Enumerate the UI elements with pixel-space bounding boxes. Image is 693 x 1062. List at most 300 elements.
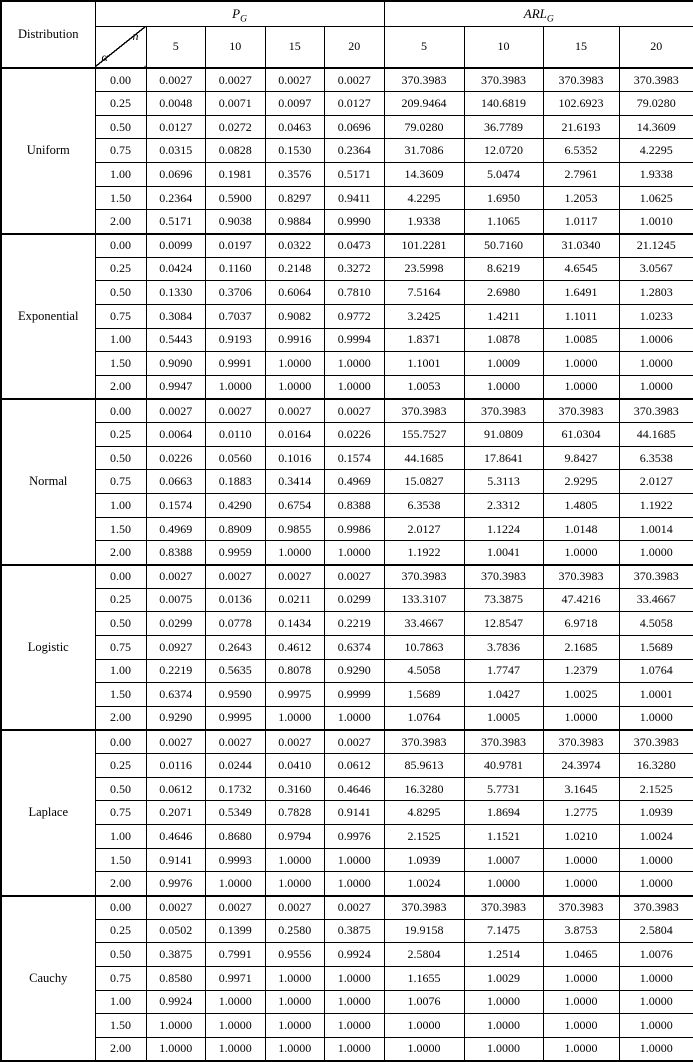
pg-value-cell: 0.3576 [265, 163, 325, 187]
pg-value-cell: 1.0000 [325, 352, 385, 376]
pg-value-cell: 0.0226 [325, 423, 385, 447]
pg-value-cell: 1.0000 [265, 872, 325, 896]
arl-value-cell: 370.3983 [464, 565, 543, 589]
pg-value-cell: 0.0027 [265, 68, 325, 92]
arl-value-cell: 12.0720 [464, 139, 543, 163]
arl-value-cell: 370.3983 [619, 68, 693, 92]
n-header-arl-5: 5 [384, 26, 464, 68]
table-row [1, 848, 693, 872]
pg-value-cell: 0.0696 [146, 163, 206, 187]
alpha-axis-label: α [101, 50, 108, 64]
table-row [1, 635, 693, 659]
pg-value-cell: 1.0000 [146, 1014, 206, 1038]
arl-value-cell: 1.0007 [464, 848, 543, 872]
alpha-value-cell: 0.25 [95, 257, 146, 281]
pg-value-cell: 0.0164 [265, 423, 325, 447]
pg-value-cell: 0.0116 [146, 754, 206, 778]
arl-value-cell: 1.0000 [619, 706, 693, 730]
arl-value-cell: 4.5058 [619, 612, 693, 636]
table-row [1, 588, 693, 612]
pg-value-cell: 0.9976 [325, 825, 385, 849]
pg-value-cell: 0.0027 [146, 896, 206, 920]
arl-value-cell: 3.7836 [464, 635, 543, 659]
arl-value-cell: 1.0427 [464, 683, 543, 707]
distribution-name: Exponential [1, 234, 95, 400]
pg-value-cell: 0.8388 [325, 494, 385, 518]
arl-value-cell: 1.0009 [464, 352, 543, 376]
arl-value-cell: 47.4216 [543, 588, 619, 612]
pg-value-cell: 0.0778 [206, 612, 266, 636]
table-row [1, 234, 693, 258]
pg-value-cell: 1.0000 [325, 990, 385, 1014]
arl-value-cell: 2.3312 [464, 494, 543, 518]
pg-value-cell: 0.0027 [325, 68, 385, 92]
alpha-value-cell: 2.00 [95, 706, 146, 730]
arl-value-cell: 2.5804 [619, 919, 693, 943]
pg-value-cell: 0.0410 [265, 754, 325, 778]
arl-value-cell: 1.0000 [543, 872, 619, 896]
arl-value-cell: 1.0025 [543, 683, 619, 707]
table-row [1, 517, 693, 541]
arl-value-cell: 1.0210 [543, 825, 619, 849]
arl-value-cell: 7.5164 [384, 281, 464, 305]
pg-value-cell: 0.0097 [265, 92, 325, 116]
pg-value-cell: 0.2643 [206, 635, 266, 659]
arl-value-cell: 1.0001 [619, 683, 693, 707]
arl-value-cell: 1.0041 [464, 541, 543, 565]
arl-value-cell: 1.0006 [619, 328, 693, 352]
table-row [1, 754, 693, 778]
pg-value-cell: 0.9193 [206, 328, 266, 352]
arl-value-cell: 1.0010 [619, 210, 693, 234]
pg-value-cell: 0.0071 [206, 92, 266, 116]
n-axis-label: n [132, 28, 139, 43]
arl-value-cell: 1.4805 [543, 494, 619, 518]
pg-value-cell: 1.0000 [265, 706, 325, 730]
alpha-value-cell: 2.00 [95, 541, 146, 565]
arl-value-cell: 6.3538 [384, 494, 464, 518]
pg-value-cell: 0.0027 [206, 399, 266, 423]
pg-value-cell: 1.0000 [206, 1037, 266, 1061]
pg-value-cell: 0.7037 [206, 304, 266, 328]
arl-value-cell: 1.6950 [464, 186, 543, 210]
table-row [1, 399, 693, 423]
pg-value-cell: 0.0027 [265, 565, 325, 589]
pg-value-cell: 1.0000 [146, 1037, 206, 1061]
arl-value-cell: 1.8371 [384, 328, 464, 352]
arl-value-cell: 2.7961 [543, 163, 619, 187]
alpha-value-cell: 0.50 [95, 115, 146, 139]
arl-value-cell: 2.6980 [464, 281, 543, 305]
pg-value-cell: 1.0000 [325, 375, 385, 399]
alpha-value-cell: 0.75 [95, 801, 146, 825]
pg-value-cell: 1.0000 [325, 872, 385, 896]
arl-value-cell: 31.0340 [543, 234, 619, 258]
pg-value-cell: 0.4290 [206, 494, 266, 518]
pg-value-cell: 0.0322 [265, 234, 325, 258]
arl-value-cell: 1.0000 [464, 872, 543, 896]
pg-value-cell: 0.6374 [325, 635, 385, 659]
pg-value-cell: 0.4612 [265, 635, 325, 659]
pg-group-header [95, 1, 384, 26]
pg-value-cell: 0.3272 [325, 257, 385, 281]
alpha-value-cell: 0.00 [95, 234, 146, 258]
pg-value-cell: 0.9999 [325, 683, 385, 707]
pg-value-cell: 0.6374 [146, 683, 206, 707]
alpha-value-cell: 1.50 [95, 848, 146, 872]
distribution-name: Normal [1, 399, 95, 565]
arl-value-cell: 4.2295 [384, 186, 464, 210]
table-row [1, 943, 693, 967]
pg-value-cell: 0.5171 [325, 163, 385, 187]
table-row [1, 706, 693, 730]
pg-value-cell: 0.4646 [325, 777, 385, 801]
distribution-name: Laplace [1, 730, 95, 896]
arl-value-cell: 370.3983 [384, 896, 464, 920]
arl-value-cell: 1.2775 [543, 801, 619, 825]
table-row [1, 659, 693, 683]
n-header-pg-20: 20 [325, 26, 385, 68]
arl-value-cell: 16.3280 [384, 777, 464, 801]
pg-value-cell: 0.0463 [265, 115, 325, 139]
arl-value-cell: 24.3974 [543, 754, 619, 778]
pg-subscript: G [240, 14, 247, 25]
arl-value-cell: 1.0000 [619, 872, 693, 896]
pg-value-cell: 0.0075 [146, 588, 206, 612]
arl-group-header [384, 1, 693, 26]
table-row [1, 470, 693, 494]
pg-value-cell: 1.0000 [265, 541, 325, 565]
pg-value-cell: 0.0612 [325, 754, 385, 778]
arl-value-cell: 1.0000 [543, 541, 619, 565]
alpha-value-cell: 1.00 [95, 990, 146, 1014]
pg-value-cell: 0.9947 [146, 375, 206, 399]
alpha-value-cell: 2.00 [95, 1037, 146, 1061]
arl-value-cell: 1.0000 [464, 375, 543, 399]
pg-value-cell: 0.9556 [265, 943, 325, 967]
n-header-arl-20: 20 [619, 26, 693, 68]
arl-value-cell: 79.0280 [384, 115, 464, 139]
pg-value-cell: 0.0027 [146, 399, 206, 423]
pg-value-cell: 0.6064 [265, 281, 325, 305]
arl-value-cell: 1.0000 [543, 352, 619, 376]
arl-value-cell: 370.3983 [543, 896, 619, 920]
pg-value-cell: 0.0027 [265, 399, 325, 423]
arl-value-cell: 370.3983 [619, 896, 693, 920]
arl-value-cell: 1.0000 [464, 1014, 543, 1038]
arl-value-cell: 91.0809 [464, 423, 543, 447]
table-row [1, 423, 693, 447]
pg-value-cell: 0.3706 [206, 281, 266, 305]
table-row [1, 896, 693, 920]
arl-value-cell: 2.9295 [543, 470, 619, 494]
arl-value-cell: 1.0939 [384, 848, 464, 872]
alpha-value-cell: 1.00 [95, 825, 146, 849]
distribution-column-header: Distribution [1, 1, 95, 68]
arl-value-cell: 1.0000 [619, 966, 693, 990]
pg-value-cell: 0.0127 [325, 92, 385, 116]
pg-value-cell: 0.7828 [265, 801, 325, 825]
table-row [1, 872, 693, 896]
table-row [1, 777, 693, 801]
pg-value-cell: 0.0110 [206, 423, 266, 447]
alpha-value-cell: 1.00 [95, 328, 146, 352]
arl-value-cell: 6.3538 [619, 446, 693, 470]
arl-value-cell: 85.9613 [384, 754, 464, 778]
arl-value-cell: 370.3983 [384, 730, 464, 754]
pg-value-cell: 0.0064 [146, 423, 206, 447]
arl-value-cell: 370.3983 [619, 399, 693, 423]
table-row [1, 186, 693, 210]
pg-value-cell: 0.0272 [206, 115, 266, 139]
pg-value-cell: 0.0127 [146, 115, 206, 139]
table-row [1, 92, 693, 116]
table-row [1, 1037, 693, 1061]
pg-value-cell: 0.8909 [206, 517, 266, 541]
arl-value-cell: 1.0000 [464, 1037, 543, 1061]
pg-value-cell: 0.0027 [206, 730, 266, 754]
alpha-value-cell: 2.00 [95, 872, 146, 896]
arl-value-cell: 44.1685 [619, 423, 693, 447]
alpha-value-cell: 0.50 [95, 446, 146, 470]
table-row [1, 683, 693, 707]
alpha-value-cell: 1.50 [95, 517, 146, 541]
arl-value-cell: 17.8641 [464, 446, 543, 470]
arl-value-cell: 1.0625 [619, 186, 693, 210]
arl-value-cell: 370.3983 [464, 68, 543, 92]
pg-value-cell: 0.8297 [265, 186, 325, 210]
arl-value-cell: 61.0304 [543, 423, 619, 447]
alpha-value-cell: 0.00 [95, 399, 146, 423]
arl-value-cell: 19.9158 [384, 919, 464, 943]
pg-value-cell: 0.9141 [325, 801, 385, 825]
pg-value-cell: 0.1574 [325, 446, 385, 470]
table-row [1, 446, 693, 470]
arl-value-cell: 1.1922 [384, 541, 464, 565]
pg-value-cell: 0.5349 [206, 801, 266, 825]
pg-value-cell: 0.9990 [325, 210, 385, 234]
alpha-value-cell: 1.50 [95, 352, 146, 376]
alpha-value-cell: 0.25 [95, 754, 146, 778]
arl-value-cell: 1.0878 [464, 328, 543, 352]
pg-value-cell: 0.8580 [146, 966, 206, 990]
arl-value-cell: 3.8753 [543, 919, 619, 943]
arl-value-cell: 1.0000 [619, 1037, 693, 1061]
pg-value-cell: 0.0299 [146, 612, 206, 636]
pg-value-cell: 0.0027 [206, 68, 266, 92]
pg-value-cell: 0.0244 [206, 754, 266, 778]
pg-value-cell: 0.0027 [146, 68, 206, 92]
arl-value-cell: 1.0764 [384, 706, 464, 730]
table-row [1, 730, 693, 754]
arl-value-cell: 1.0024 [384, 872, 464, 896]
arl-value-cell: 4.6545 [543, 257, 619, 281]
pg-value-cell: 1.0000 [265, 352, 325, 376]
arl-value-cell: 1.0148 [543, 517, 619, 541]
pg-value-cell: 0.0315 [146, 139, 206, 163]
pg-value-cell: 1.0000 [325, 966, 385, 990]
alpha-value-cell: 0.25 [95, 919, 146, 943]
pg-value-cell: 0.0027 [146, 565, 206, 589]
pg-value-cell: 0.0226 [146, 446, 206, 470]
pg-value-cell: 0.3160 [265, 777, 325, 801]
pg-value-cell: 0.9884 [265, 210, 325, 234]
alpha-value-cell: 1.00 [95, 494, 146, 518]
arl-value-cell: 370.3983 [619, 730, 693, 754]
pg-value-cell: 0.0027 [325, 565, 385, 589]
pg-value-cell: 1.0000 [265, 375, 325, 399]
pg-value-cell: 0.0473 [325, 234, 385, 258]
arl-value-cell: 133.3107 [384, 588, 464, 612]
table-row [1, 281, 693, 305]
arl-value-cell: 1.0000 [619, 848, 693, 872]
pg-value-cell: 1.0000 [265, 990, 325, 1014]
table-row [1, 565, 693, 589]
table-row [1, 612, 693, 636]
arl-value-cell: 2.1525 [384, 825, 464, 849]
n-header-arl-15: 15 [543, 26, 619, 68]
alpha-value-cell: 0.00 [95, 896, 146, 920]
arl-value-cell: 2.0127 [619, 470, 693, 494]
arl-value-cell: 1.6491 [543, 281, 619, 305]
arl-label: ARL [523, 5, 547, 21]
arl-value-cell: 1.1065 [464, 210, 543, 234]
table-row [1, 163, 693, 187]
arl-value-cell: 1.0014 [619, 517, 693, 541]
pg-value-cell: 1.0000 [265, 966, 325, 990]
table-row [1, 139, 693, 163]
arl-value-cell: 1.2803 [619, 281, 693, 305]
alpha-value-cell: 0.50 [95, 281, 146, 305]
arl-value-cell: 1.4211 [464, 304, 543, 328]
arl-value-cell: 16.3280 [619, 754, 693, 778]
pg-value-cell: 0.1981 [206, 163, 266, 187]
arl-value-cell: 21.6193 [543, 115, 619, 139]
pg-value-cell: 0.2071 [146, 801, 206, 825]
arl-value-cell: 15.0827 [384, 470, 464, 494]
pg-value-cell: 0.9995 [206, 706, 266, 730]
arl-value-cell: 1.1001 [384, 352, 464, 376]
arl-value-cell: 14.3609 [619, 115, 693, 139]
arl-value-cell: 9.8427 [543, 446, 619, 470]
alpha-value-cell: 0.75 [95, 139, 146, 163]
arl-value-cell: 1.0000 [543, 990, 619, 1014]
arl-value-cell: 6.9718 [543, 612, 619, 636]
arl-value-cell: 1.0000 [619, 1014, 693, 1038]
pg-value-cell: 0.1434 [265, 612, 325, 636]
table-row [1, 257, 693, 281]
pg-value-cell: 1.0000 [325, 848, 385, 872]
alpha-value-cell: 1.50 [95, 1014, 146, 1038]
pg-value-cell: 0.2580 [265, 919, 325, 943]
pg-value-cell: 0.9975 [265, 683, 325, 707]
arl-value-cell: 1.1922 [619, 494, 693, 518]
pg-value-cell: 1.0000 [206, 990, 266, 1014]
pg-value-cell: 1.0000 [206, 872, 266, 896]
pg-value-cell: 0.8680 [206, 825, 266, 849]
pg-value-cell: 0.4969 [325, 470, 385, 494]
table-row [1, 966, 693, 990]
alpha-value-cell: 0.75 [95, 966, 146, 990]
pg-value-cell: 0.0828 [206, 139, 266, 163]
alpha-value-cell: 1.00 [95, 659, 146, 683]
arl-value-cell: 1.0000 [619, 375, 693, 399]
arl-value-cell: 1.0000 [543, 375, 619, 399]
arl-value-cell: 1.0085 [543, 328, 619, 352]
arl-value-cell: 101.2281 [384, 234, 464, 258]
arl-value-cell: 1.1521 [464, 825, 543, 849]
arl-value-cell: 1.0029 [464, 966, 543, 990]
arl-value-cell: 1.9338 [619, 163, 693, 187]
arl-value-cell: 4.8295 [384, 801, 464, 825]
pg-value-cell: 0.9924 [146, 990, 206, 1014]
pg-value-cell: 0.0099 [146, 234, 206, 258]
table-row [1, 304, 693, 328]
arl-value-cell: 1.0000 [384, 1014, 464, 1038]
arl-value-cell: 1.0000 [543, 966, 619, 990]
arl-value-cell: 5.7731 [464, 777, 543, 801]
arl-value-cell: 1.2379 [543, 659, 619, 683]
alpha-value-cell: 0.50 [95, 777, 146, 801]
arl-value-cell: 1.1224 [464, 517, 543, 541]
pg-value-cell: 0.1883 [206, 470, 266, 494]
pg-value-cell: 0.0927 [146, 635, 206, 659]
pg-value-cell: 0.9993 [206, 848, 266, 872]
pg-value-cell: 0.0027 [206, 896, 266, 920]
arl-value-cell: 1.2053 [543, 186, 619, 210]
arl-value-cell: 370.3983 [543, 730, 619, 754]
pg-value-cell: 0.1016 [265, 446, 325, 470]
arl-value-cell: 2.0127 [384, 517, 464, 541]
arl-value-cell: 12.8547 [464, 612, 543, 636]
pg-value-cell: 0.4646 [146, 825, 206, 849]
pg-value-cell: 0.0027 [206, 565, 266, 589]
pg-value-cell: 0.3875 [146, 943, 206, 967]
pg-value-cell: 0.0027 [265, 730, 325, 754]
arl-value-cell: 3.0567 [619, 257, 693, 281]
pg-value-cell: 0.7991 [206, 943, 266, 967]
pg-value-cell: 0.2148 [265, 257, 325, 281]
alpha-value-cell: 0.00 [95, 730, 146, 754]
arl-value-cell: 370.3983 [464, 730, 543, 754]
alpha-value-cell: 0.50 [95, 612, 146, 636]
pg-value-cell: 0.2219 [146, 659, 206, 683]
pg-value-cell: 0.0424 [146, 257, 206, 281]
arl-value-cell: 1.0000 [384, 1037, 464, 1061]
pg-value-cell: 1.0000 [206, 375, 266, 399]
arl-value-cell: 5.0474 [464, 163, 543, 187]
pg-value-cell: 0.0027 [325, 896, 385, 920]
distribution-block-laplace [1, 730, 693, 896]
table-row [1, 801, 693, 825]
n-header-pg-10: 10 [206, 26, 266, 68]
arl-value-cell: 1.0000 [464, 990, 543, 1014]
arl-value-cell: 370.3983 [384, 68, 464, 92]
pg-value-cell: 0.2219 [325, 612, 385, 636]
arl-value-cell: 370.3983 [384, 399, 464, 423]
corner-diagonal-cell [95, 26, 146, 68]
pg-value-cell: 0.9971 [206, 966, 266, 990]
pg-value-cell: 0.1574 [146, 494, 206, 518]
pg-label: P [232, 5, 241, 21]
pg-value-cell: 0.9994 [325, 328, 385, 352]
pg-value-cell: 0.0027 [265, 896, 325, 920]
pg-value-cell: 0.0211 [265, 588, 325, 612]
pg-value-cell: 0.9090 [146, 352, 206, 376]
alpha-value-cell: 1.50 [95, 186, 146, 210]
arl-value-cell: 31.7086 [384, 139, 464, 163]
pg-value-cell: 0.2364 [325, 139, 385, 163]
